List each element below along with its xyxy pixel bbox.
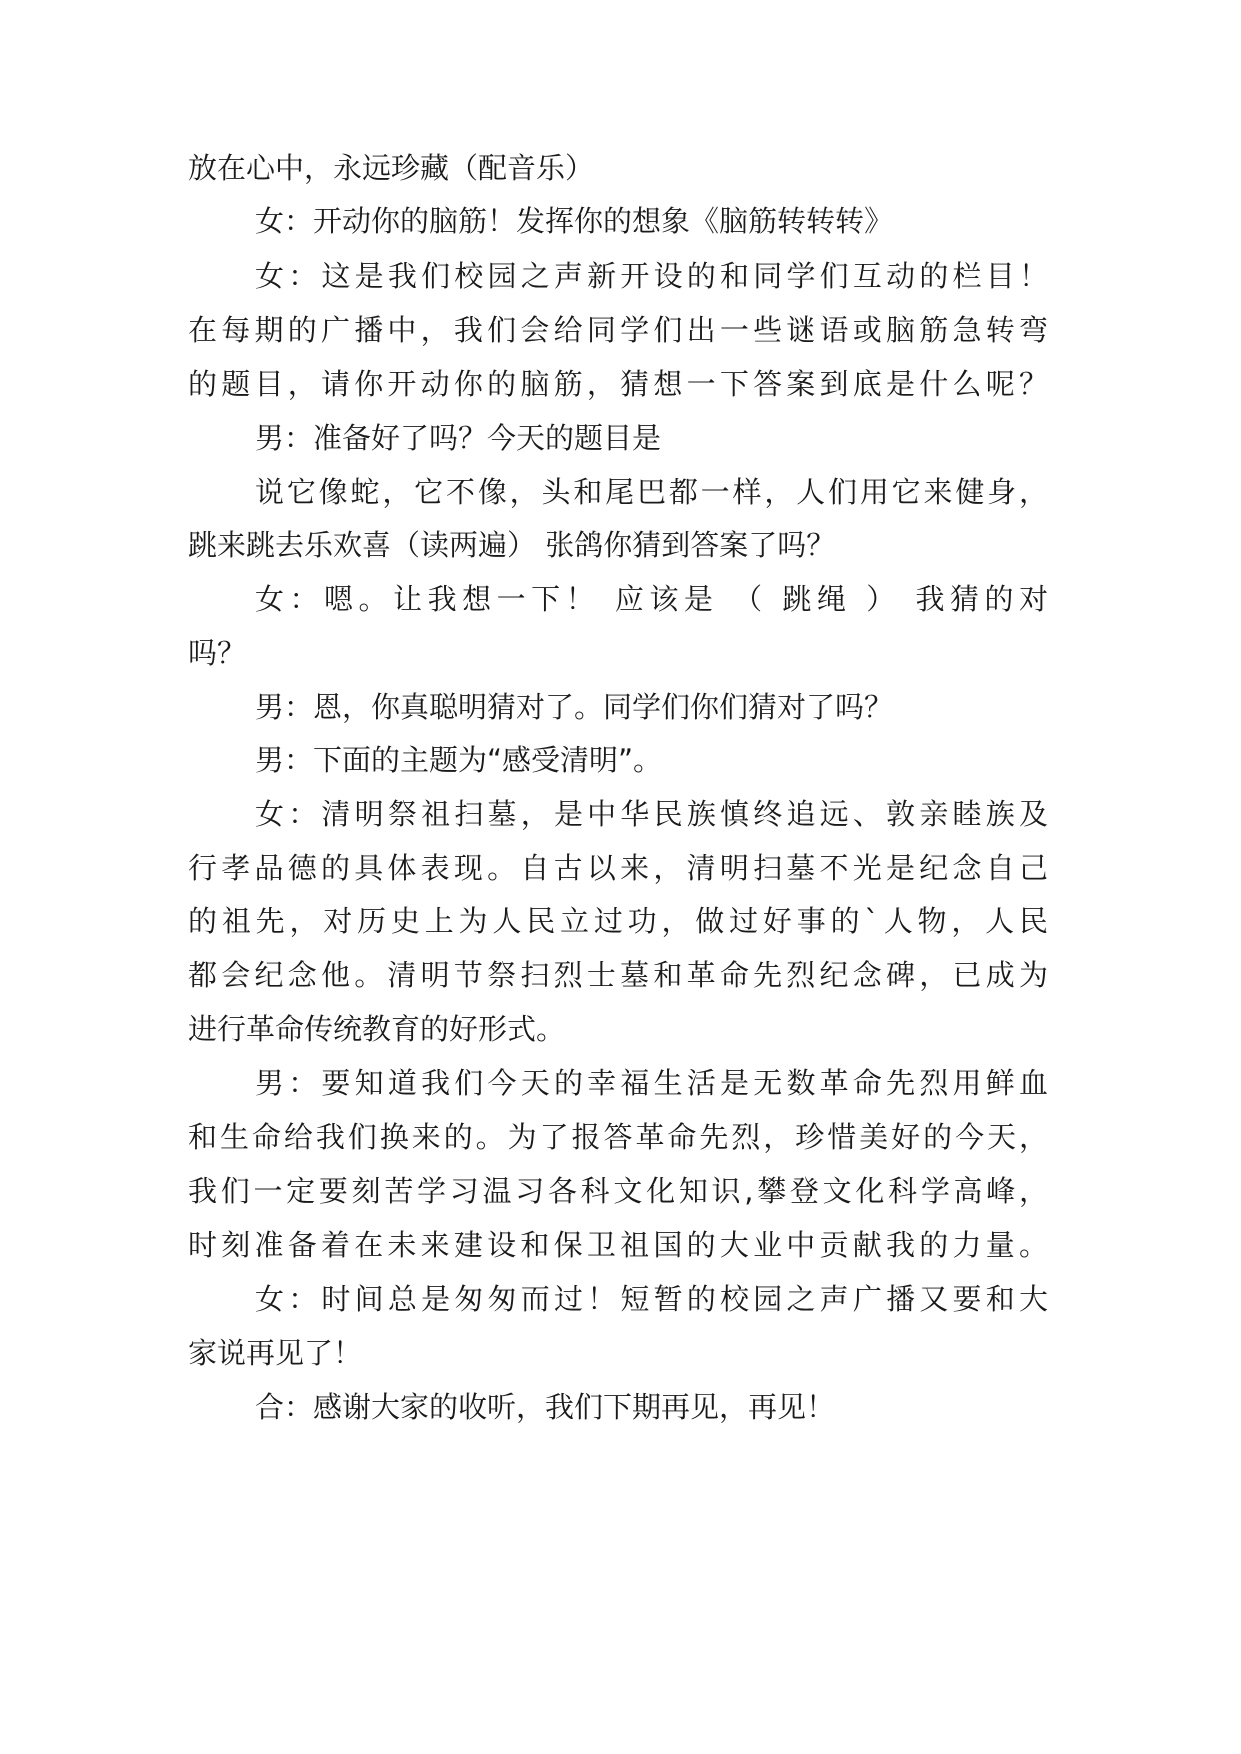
text-line: 女：这是我们校园之声新开设的和同学们互动的栏目！ (255, 259, 1048, 293)
text-line: 说它像蛇，它不像，头和尾巴都一样，人们用它来健身， (255, 475, 1048, 509)
text-line: 的祖先，对历史上为人民立过功，做过好事的`人物，人民 (188, 904, 1048, 938)
text-line: 我们一定要刻苦学习温习各科文化知识,攀登文化科学高峰， (188, 1174, 1048, 1208)
text-line: 女：开动你的脑筋！发挥你的想象《脑筋转转转》 (255, 204, 894, 238)
text-line: 的题目，请你开动你的脑筋，猜想一下答案到底是什么呢？ (188, 367, 1048, 401)
text-line: 放在心中，永远珍藏（配音乐） (188, 151, 595, 185)
text-line: 行孝品德的具体表现。自古以来，清明扫墓不光是纪念自己 (188, 851, 1048, 885)
text-line: 进行革命传统教育的好形式。 (188, 1012, 566, 1046)
text-line: 女：时间总是匆匆而过！短暂的校园之声广播又要和大 (255, 1282, 1048, 1316)
text-line: 和生命给我们换来的。为了报答革命先烈，珍惜美好的今天， (188, 1120, 1048, 1154)
text-line: 女：嗯。让我想一下！ 应该是 （ 跳绳 ） 我猜的对 (255, 582, 1048, 616)
text-line: 男：下面的主题为“感受清明”。 (255, 743, 663, 777)
text-line: 男：恩，你真聪明猜对了。同学们你们猜对了吗？ (255, 690, 894, 724)
text-line: 合：感谢大家的收听，我们下期再见，再见！ (255, 1390, 836, 1424)
text-line: 男：准备好了吗？今天的题目是 (255, 421, 662, 455)
text-line: 男：要知道我们今天的幸福生活是无数革命先烈用鲜血 (255, 1066, 1048, 1100)
text-line: 吗？ (188, 636, 247, 670)
text-line: 都会纪念他。清明节祭扫烈士墓和革命先烈纪念碑，已成为 (188, 958, 1048, 992)
text-line: 在每期的广播中，我们会给同学们出一些谜语或脑筋急转弯 (188, 313, 1048, 347)
text-line: 家说再见了！ (188, 1336, 363, 1370)
text-line: 时刻准备着在未来建设和保卫祖国的大业中贡献我的力量。 (188, 1228, 1048, 1262)
text-line: 跳来跳去乐欢喜（读两遍） 张鸽你猜到答案了吗？ (188, 528, 836, 562)
text-line: 女：清明祭祖扫墓，是中华民族慎终追远、敦亲睦族及 (255, 797, 1048, 831)
